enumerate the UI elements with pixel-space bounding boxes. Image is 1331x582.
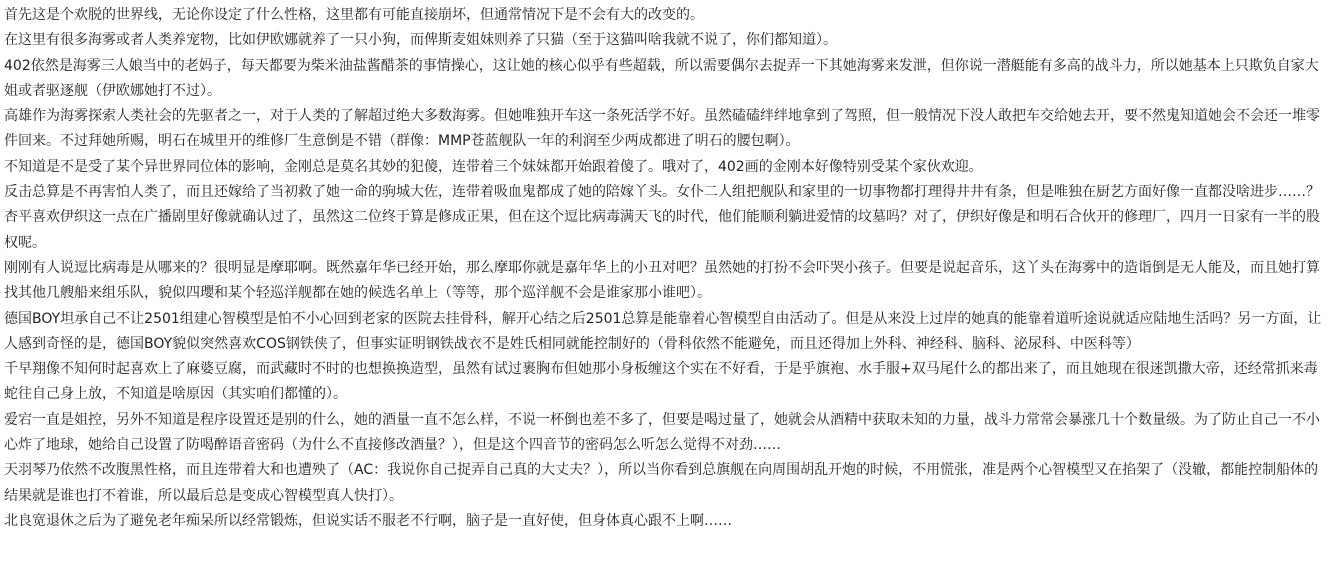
paragraph-intro: 首先这是个欢脱的世界线，无论你设定了什么性格，这里都有可能直接崩坏，但通常情况下是不会有大的改变的。 bbox=[4, 7, 704, 23]
paragraph-chihaya: 千早翔像不知何时起喜欢上了麻婆豆腐，而武藏时不时的也想换换造型，虽然有试过裹胸布但她那小身板缠这个实在不好看，于是乎旗袍、水手服+双马尾什么的都出来了，而且她现在很迷凯撒大帝，还经常抓来毒蛇往自己身上放，不知道是啥原因（其实咱们都懂的）。 bbox=[4, 361, 1318, 403]
paragraph-hangeki: 反击总算是不再害怕人类了，而且还嫁给了当初救了她一命的驹城大佐，连带着吸血鬼都成了她的陪嫁丫头。女仆二人组把舰队和家里的一切事物都打理得井井有条，但是唯独在厨艺方面好像一直都没啥进步……？ bbox=[4, 184, 1320, 201]
paragraph-pets: 在这里有很多海雾或者人类养宠物，比如伊欧娜就养了一只小狗，而俾斯麦姐妹则养了只猫（至于这猫叫啥我就不说了，你们都知道）。 bbox=[4, 32, 837, 49]
paragraph-kita: 北良宽退休之后为了避免老年痴呆所以经常锻炼，但说实话不服老不行啊，脑子是一直好使，但身体真心跟不上啊…… bbox=[4, 512, 732, 529]
paragraph-maya: 刚刚有人说逗比病毒是从哪来的？很明显是摩耶啊。既然嘉年华已经开始，那么摩耶你就是嘉年华上的小丑对吧？虽然她的打扮不会吓哭小孩子。但要是说起音乐，这丫头在海雾中的造诣倒是无人能及，而且她打算找其他几艘船来组乐队，貌似四瓔和某个轻巡洋舰都在她的候选名单上（等等，那个巡洋舰不会是谁家那小谁吧）。 bbox=[4, 259, 1320, 302]
paragraph-kyouhei: 杏平喜欢伊织这一点在广播剧里好像就确认过了，虽然这二位终于算是修成正果，但在这个逗比病毒满天飞的时代，他们能顺利躺进爱情的坟墓吗？对了，伊织好像是和明石合伙开的修理厂，四月一日家有一半的股权呢。 bbox=[4, 209, 1320, 251]
paragraph-amaha: 天羽琴乃依然不改腹黑性格，而且连带着大和也遭殃了（AC：我说你自己捉弄自己真的大丈夫？），所以当你看到总旗舰在向周围胡乱开炮的时候，不用慌张，准是两个心智模型又在掐架了（没辙，都能控制船体的结果就是谁也打不着谁，所以最后总是变成心智模型真人快打）。 bbox=[4, 462, 1319, 504]
paragraph-402: 402依然是海雾三人娘当中的老妈子，每天都要为柴米油盐酱醋茶的事情操心，这让她的核心似乎有些超载，所以需要偶尔去捉弄一下其她海雾来发泄，但你说一潜艇能有多高的战斗力，所以她基本上只欺负自家大姐或者驱逐舰（伊欧娜她打不过）。 bbox=[4, 57, 1319, 99]
paragraph-kongou: 不知道是不是受了某个异世界同位体的影响，金刚总是莫名其妙的犯傻，连带着三个妹妹都开始跟着傻了。哦对了，402画的金刚本好像特别受某个家伙欢迎。 bbox=[4, 158, 983, 175]
paragraph-german-boy: 德国BOY坦承自己不让2501组建心智模型是怕不小心回到老家的医院去挂骨科，解开心结之后2501总算是能靠着心智模型自由活动了。但是从来没上过岸的她真的能靠着道听途说就适应陆地生活吗？另一方面，让人感到奇怪的是，德国BOY貌似突然喜欢COS钢铁侠了，但事实证明钢铁战衣不是姓氏相同就能控制好的（骨科依然不能避免，而且还得加上外科、神经科、脑科、泌尿科、中医科等） bbox=[4, 310, 1322, 352]
paragraph-takao: 高雄作为海雾探索人类社会的先驱者之一，对于人类的了解超过绝大多数海雾。但她唯独开车这一条死活学不好。虽然磕磕绊绊地拿到了驾照，但一般情况下没人敢把车交给她去开，要不然鬼知道她会不会还一堆零件回来。不过拜她所赐，明石在城里开的维修厂生意倒是不错（群像：MMP苍蓝舰队一年的利润至少两成都进了明石的腰包啊）。 bbox=[4, 108, 1320, 150]
paragraph-atago: 爱宕一直是姐控，另外不知道是程序设置还是别的什么，她的酒量一直不怎么样，不说一杯倒也差不多了，但要是喝过量了，她就会从酒精中获取未知的力量，战斗力常常会暴涨几十个数量级。为了防止自己一不小心炸了地球，她给自己设置了防喝醉语音密码（为什么不直接修改酒量？），但是这个四音节的密码怎么听怎么觉得不对劲…… bbox=[4, 411, 1320, 454]
